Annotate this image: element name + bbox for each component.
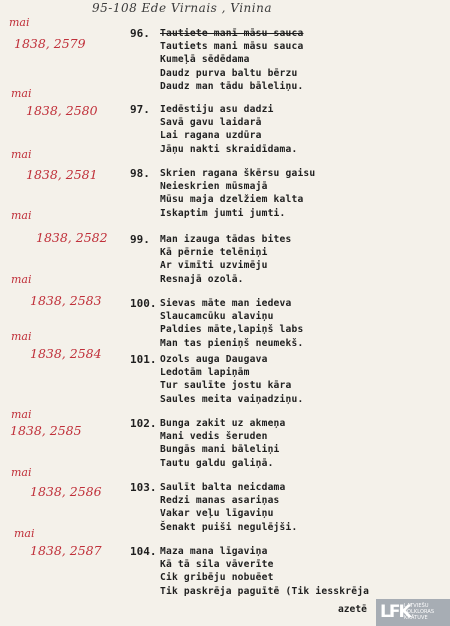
song-line: Sievas māte man iedeva	[160, 298, 292, 309]
song-lines	[160, 27, 303, 93]
annotation-mai: mai	[14, 527, 35, 540]
annotation-mai: mai	[11, 148, 32, 161]
song-line: Ledotām lapiņām	[160, 367, 250, 379]
song-line: Šenakt puiši negulējši.	[160, 521, 298, 533]
song-number: 103.	[130, 481, 157, 494]
song-line: Saules meita vaiņadziņu.	[160, 393, 304, 405]
logo-mark: LFK	[380, 602, 410, 622]
annotation-id: 1838, 2585	[10, 423, 82, 438]
song-lines	[160, 353, 303, 406]
song-line: Saulīt balta neicdama	[160, 482, 286, 493]
annotation-mai: mai	[11, 273, 32, 286]
song-line: Paldies māte,lapiņš labs	[160, 324, 304, 336]
logo-text-line: LATVIEŠU	[404, 603, 429, 609]
annotation-mai: mai	[11, 330, 32, 343]
annotation-id: 1838, 2587	[30, 543, 102, 558]
song-line: Tur saulīte jostu kāra	[160, 380, 292, 392]
song-lines	[160, 103, 297, 156]
song-line: Man izauga tādas bites	[160, 234, 292, 245]
song-line: Tautiete manī māsu sauca	[160, 28, 304, 39]
song-line: Tautu galdu galiņā.	[160, 457, 274, 469]
song-number: 98.	[130, 167, 150, 180]
song-lines	[160, 481, 297, 534]
annotation-mai: mai	[11, 87, 32, 100]
song-line: Skrien ragana škērsu gaisu	[160, 168, 316, 179]
song-number: 100.	[130, 297, 157, 310]
song-line: Resnajā ozolā.	[160, 273, 244, 285]
song-line: Cik gribēju nobuēet	[160, 572, 274, 584]
annotation-mai: mai	[11, 408, 32, 421]
song-line: Neieskrien mūsmajā	[160, 181, 268, 193]
song-line: Slaucamcūku alaviņu	[160, 311, 274, 323]
song-line: Maza mana līgaviņa	[160, 546, 268, 557]
annotation-id: 1838, 2582	[36, 230, 108, 245]
song-line: Bunga zakit uz akmeņa	[160, 418, 286, 429]
archive-logo	[376, 599, 450, 626]
annotation-mai: mai	[11, 209, 32, 222]
song-line: Redzi manas asariņas	[160, 495, 280, 507]
annotation-mai: mai	[11, 466, 32, 479]
song-line: Ar vīmīti uzvimēju	[160, 260, 268, 272]
song-number: 97.	[130, 103, 150, 116]
song-lines	[160, 233, 291, 286]
song-number: 101.	[130, 353, 157, 366]
annotation-mai: mai	[9, 16, 30, 29]
page-header: 95-108 Ede Virnais , Vinina	[92, 1, 272, 15]
annotation-id: 1838, 2586	[30, 484, 102, 499]
song-line: Kumeļā sēdēdama	[160, 54, 250, 66]
song-line: Mani vedis šeruden	[160, 431, 268, 443]
song-lines	[160, 545, 369, 598]
song-line: Man tas pieniņš neumekš.	[160, 337, 304, 349]
song-lines	[160, 297, 303, 350]
annotation-id: 1838, 2579	[14, 36, 86, 51]
song-number: 99.	[130, 233, 150, 246]
song-lines	[160, 167, 315, 220]
annotation-id: 1838, 2581	[26, 167, 98, 182]
logo-text-line: FOLKLORAS	[404, 609, 435, 615]
song-number: 102.	[130, 417, 157, 430]
annotation-id: 1838, 2584	[30, 346, 102, 361]
annotation-id: 1838, 2580	[26, 103, 98, 118]
song-line: Iedēstiju asu dadzi	[160, 104, 274, 115]
song-number: 96.	[130, 27, 150, 40]
trailing-text: azetē	[338, 604, 367, 615]
song-line: Kā tā sila vāverīte	[160, 559, 274, 571]
song-line: Tautiets mani māsu sauca	[160, 41, 304, 53]
song-number: 104.	[130, 545, 157, 558]
song-line: Vakar veļu līgaviņu	[160, 508, 274, 520]
logo-text	[404, 603, 434, 621]
annotation-id: 1838, 2583	[30, 293, 102, 308]
song-line: Kā pērnie telēniņi	[160, 247, 268, 259]
song-line: Ozols auga Daugava	[160, 354, 268, 365]
song-line: Jāņu nakti skraidīdama.	[160, 143, 298, 155]
logo-text-line: KRĀTUVE	[404, 615, 428, 621]
song-line: Tik paskrēja paguītē (Tik iesskrēja	[160, 585, 370, 597]
song-lines	[160, 417, 286, 470]
song-line: Daudz man tādu bāleliņu.	[160, 80, 304, 92]
song-line: Daudz purva baltu bērzu	[160, 67, 298, 79]
song-line: Savā gavu laidarā	[160, 117, 262, 129]
song-line: Lai ragana uzdūra	[160, 130, 262, 142]
song-line: Iskaptim jumti jumti.	[160, 207, 286, 219]
song-line: Bungās mani bāleliņi	[160, 444, 280, 456]
song-line: Mūsu maja dzelžiem kalta	[160, 194, 304, 206]
